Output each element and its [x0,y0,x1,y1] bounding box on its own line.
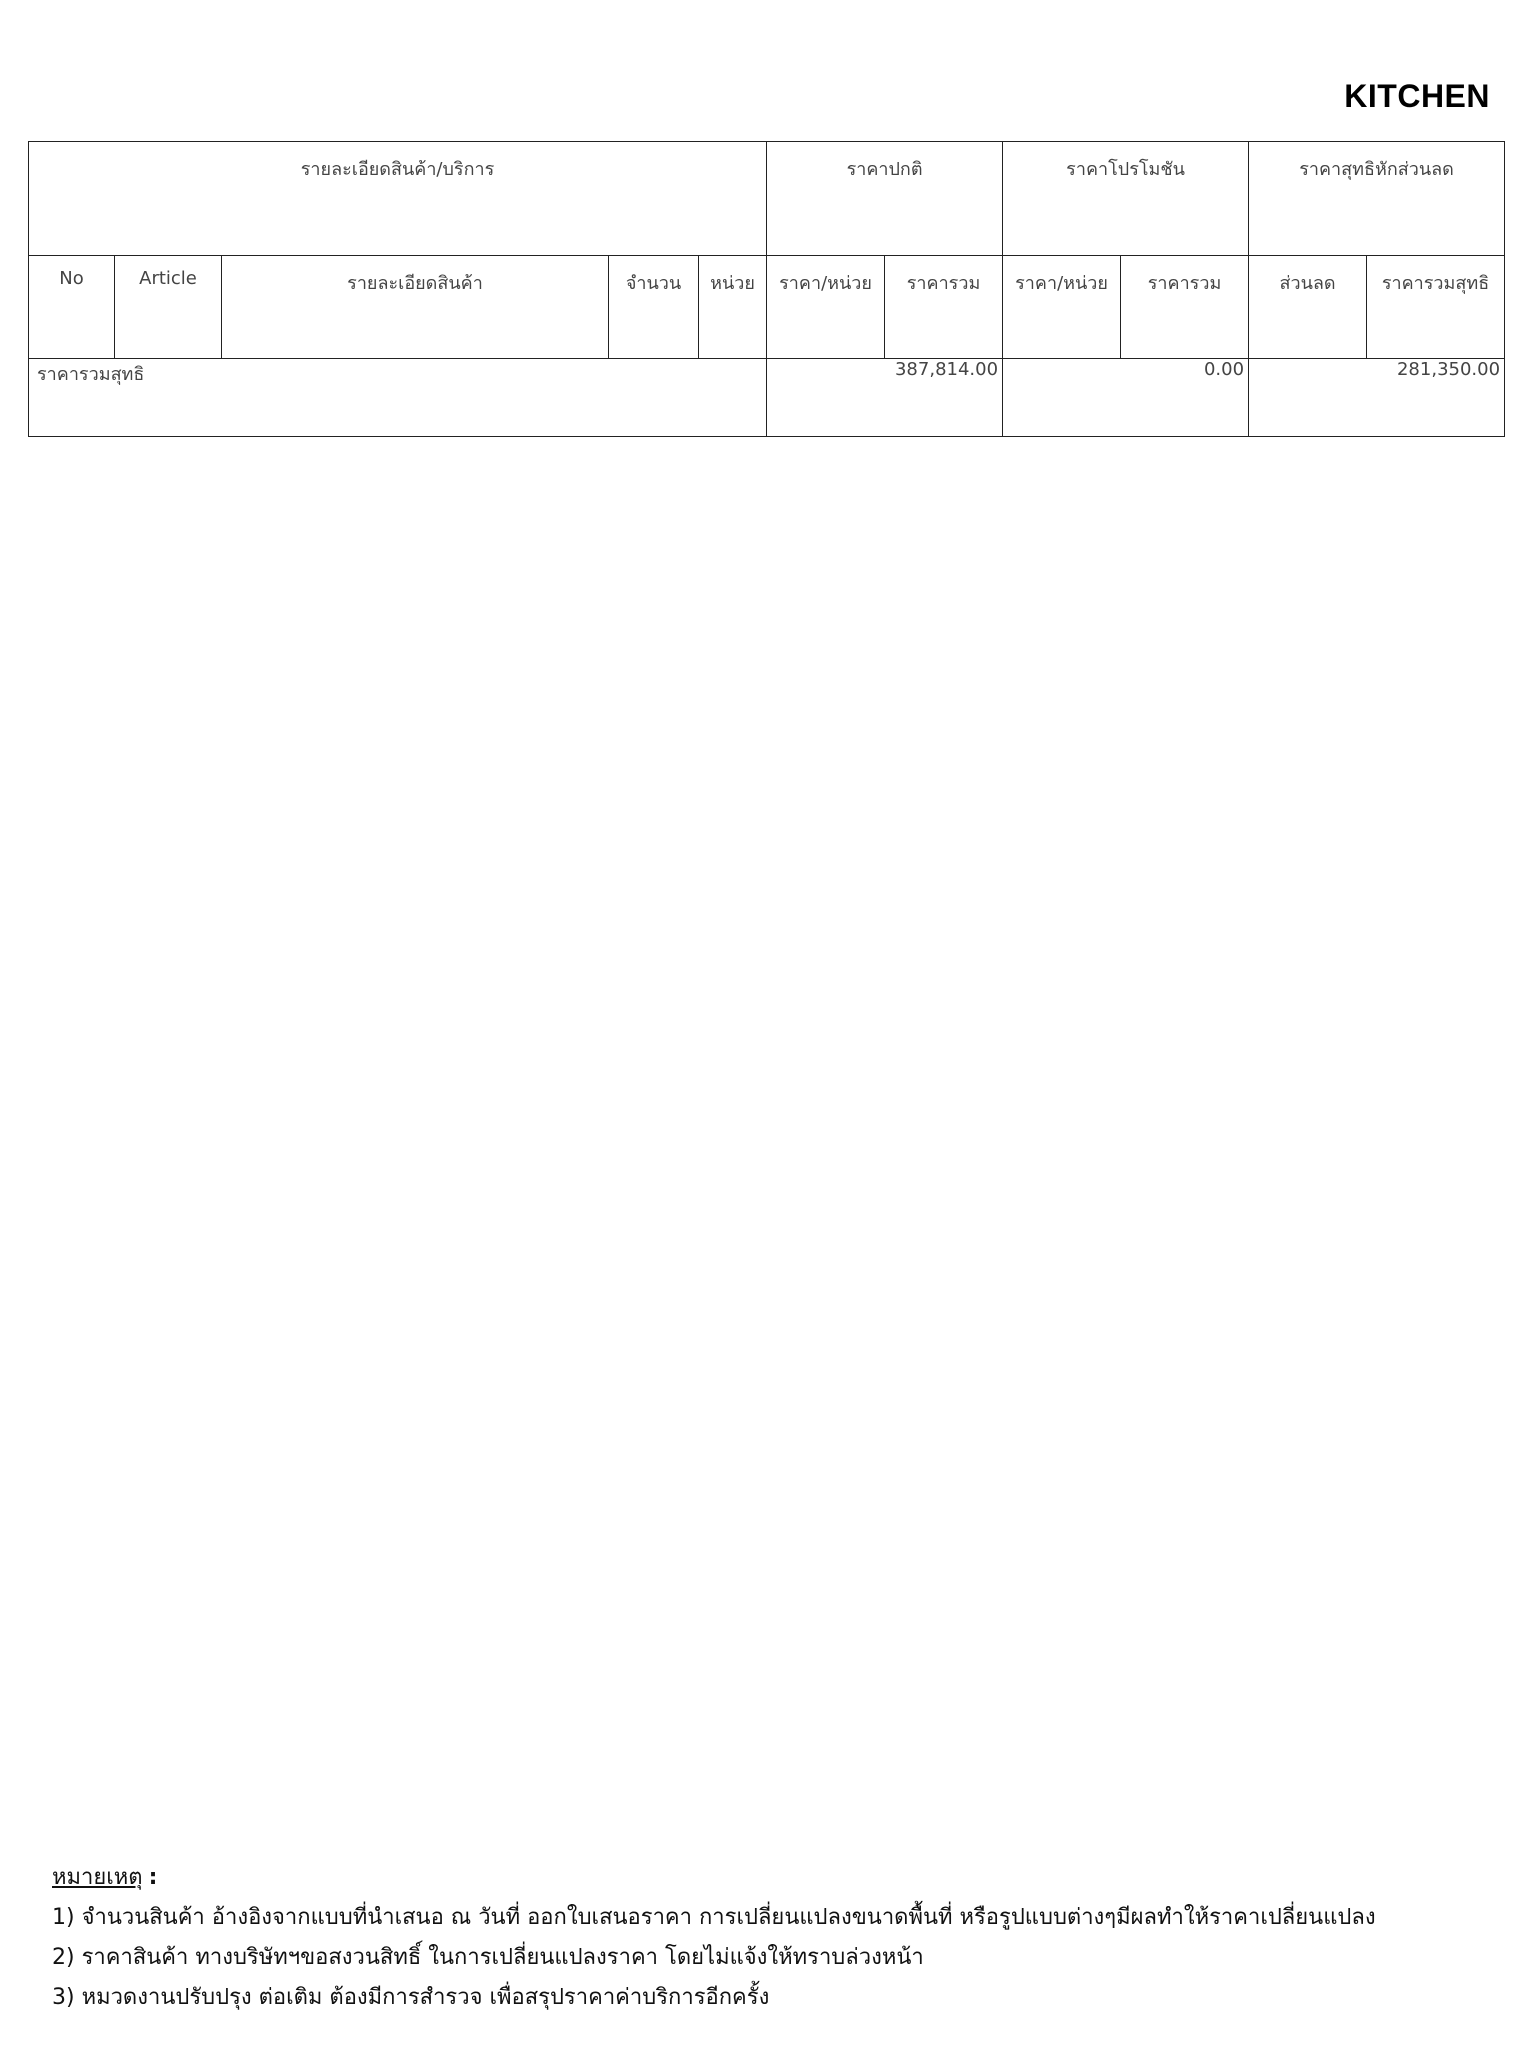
group-header-product-details: รายละเอียดสินค้า/บริการ [29,142,767,256]
page-title: KITCHEN [1344,78,1490,114]
group-header-row [29,142,1505,256]
column-header-discount: ส่วนลด [1249,256,1367,359]
column-header-description: รายละเอียดสินค้า [222,256,609,359]
column-header-promo-total: ราคารวม [1121,256,1249,359]
group-header-regular-price: ราคาปกติ [767,142,1003,256]
column-header-row [29,256,1505,359]
column-header-no: No [29,256,115,359]
notes-heading: หมายเหตุ [52,1865,143,1890]
column-header-net-total: ราคารวมสุทธิ [1367,256,1505,359]
quotation-table [28,141,1505,437]
notes-section [52,1858,1376,2018]
column-header-promo-unit-price: ราคา/หน่วย [1003,256,1121,359]
net-total-value: 281,350.00 [1249,359,1505,437]
total-row-label: ราคารวมสุทธิ [29,359,767,437]
group-header-promotion-price: ราคาโปรโมชัน [1003,142,1249,256]
note-item-3: 3) หมวดงานปรับปรุง ต่อเติม ต้องมีการสำรวจ เพื่อสรุปราคาค่าบริการอีกครั้ง [52,1985,770,2010]
column-header-regular-unit-price: ราคา/หน่วย [767,256,885,359]
notes-heading-line [52,1858,1376,1898]
note-item-1: 1) จำนวนสินค้า อ้างอิงจากแบบที่นำเสนอ ณ วันที่ ออกใบเสนอราคา การเปลี่ยนแปลงขนาดพื้นที่ หรือรูปแบบต่างๆมีผลทำให้ราคาเปลี่ยนแปลง [52,1905,1376,1930]
note-item-2: 2) ราคาสินค้า ทางบริษัทฯขอสงวนสิทธิ์ ในการเปลี่ยนแปลงราคา โดยไม่แจ้งให้ทราบล่วงหน้า [52,1945,924,1970]
group-header-net-price: ราคาสุทธิหักส่วนลด [1249,142,1505,256]
notes-colon: : [148,1865,158,1890]
column-header-unit: หน่วย [699,256,767,359]
column-header-article: Article [115,256,222,359]
total-row [29,359,1505,437]
promotion-total-value: 0.00 [1003,359,1249,437]
regular-total-value: 387,814.00 [767,359,1003,437]
column-header-regular-total: ราคารวม [885,256,1003,359]
column-header-quantity: จำนวน [609,256,699,359]
